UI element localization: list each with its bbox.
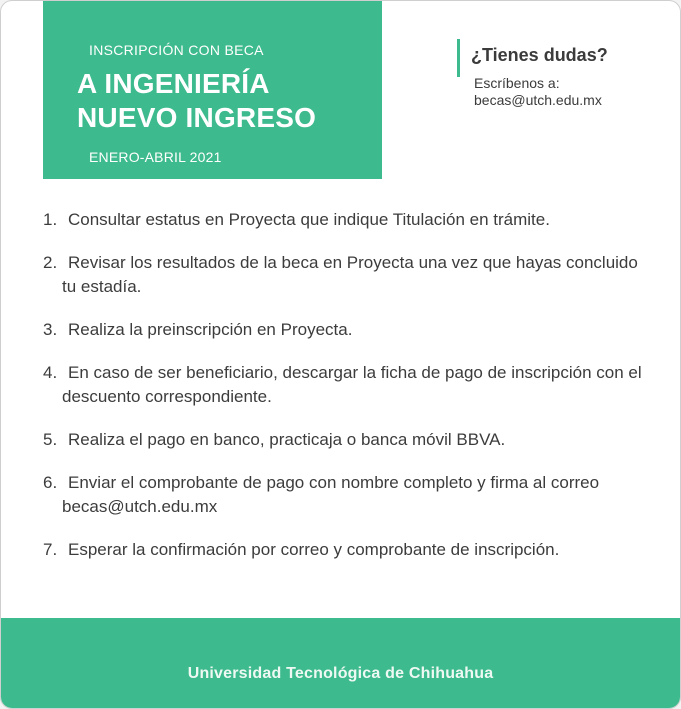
step-text: Realiza el pago en banco, practicaja o banca móvil BBVA. — [68, 430, 506, 449]
list-item — [43, 318, 643, 342]
contact-subtitle: Escríbenos a: — [474, 75, 560, 91]
kicker-text: INSCRIPCIÓN CON BECA — [89, 42, 264, 58]
step-number: 2. — [43, 253, 58, 272]
period-text: ENERO-ABRIL 2021 — [89, 149, 222, 165]
list-item — [43, 251, 643, 299]
step-text: Esperar la confirmación por correo y comprobante de inscripción. — [68, 540, 560, 559]
page-title — [77, 67, 316, 135]
step-number: 4. — [43, 363, 58, 382]
steps-list — [43, 208, 643, 581]
step-text: Consultar estatus en Proyecta que indique Titulación en trámite. — [68, 210, 550, 229]
step-text: Realiza la preinscripción en Proyecta. — [68, 320, 353, 339]
step-text: En caso de ser beneficiario, descargar la ficha de pago de inscripción con el descuento correspondiente. — [62, 363, 642, 406]
institution-name: Universidad Tecnológica de Chihuahua — [187, 665, 494, 682]
list-item — [43, 428, 643, 452]
list-item — [43, 208, 643, 232]
contact-box — [457, 39, 660, 108]
step-number: 7. — [43, 540, 58, 559]
step-text: Enviar el comprobante de pago con nombre completo y firma al correo becas@utch.edu.mx — [62, 473, 600, 516]
step-text: Revisar los resultados de la beca en Proyecta una vez que hayas concluido tu estadía. — [62, 253, 638, 296]
contact-email[interactable]: becas@utch.edu.mx — [474, 92, 602, 108]
list-item — [43, 471, 643, 519]
step-number: 3. — [43, 320, 58, 339]
title-block — [43, 1, 382, 179]
footer-bar — [1, 618, 680, 708]
headline-line-2: NUEVO INGRESO — [77, 102, 317, 133]
step-number: 1. — [43, 210, 58, 229]
step-number: 6. — [43, 473, 58, 492]
list-item — [43, 538, 643, 562]
contact-title: ¿Tienes dudas? — [471, 45, 608, 65]
headline-line-1: A INGENIERÍA — [77, 68, 270, 99]
step-number: 5. — [43, 430, 58, 449]
list-item — [43, 361, 643, 409]
